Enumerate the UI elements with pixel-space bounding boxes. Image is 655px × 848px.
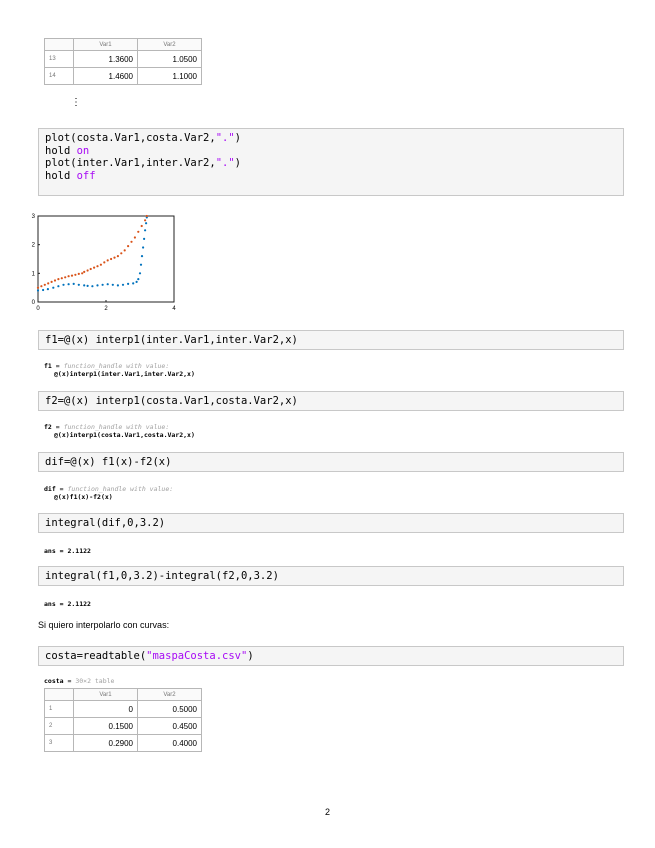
data-point (127, 283, 129, 285)
table-header-corner (45, 689, 74, 701)
cell-var1: 1.3600 (74, 51, 138, 68)
data-point (142, 246, 144, 248)
row-index: 3 (45, 735, 74, 752)
data-point (145, 222, 147, 224)
cell-var1: 1.4600 (74, 68, 138, 85)
data-point (136, 281, 138, 283)
plot-area (38, 216, 174, 302)
scatter-chart (28, 208, 183, 318)
table-header-var2: Var2 (138, 689, 202, 701)
data-point (137, 278, 139, 280)
prose-text: Si quiero interpolarlo con curvas: (38, 620, 170, 630)
cell-var2: 0.4500 (138, 718, 202, 735)
data-point (130, 241, 132, 243)
data-point (122, 284, 124, 286)
data-point (54, 279, 56, 281)
data-point (78, 284, 80, 286)
table-top (44, 38, 202, 85)
y-tick-label: 0 (31, 300, 35, 306)
row-index: 14 (45, 68, 74, 85)
output-ans-1: ans = 2.1122 (44, 547, 91, 555)
data-point (83, 284, 85, 286)
y-tick-label: 3 (31, 214, 35, 220)
data-point (51, 281, 53, 283)
row-index: 2 (45, 718, 74, 735)
data-point (44, 284, 46, 286)
data-point (124, 249, 126, 251)
data-point (83, 271, 85, 273)
data-point (110, 258, 112, 260)
table-row (45, 68, 202, 85)
table-header-var1: Var1 (74, 689, 138, 701)
y-tick-label: 1 (31, 271, 35, 278)
cell-var1: 0.2900 (74, 735, 138, 752)
data-point (144, 229, 146, 231)
data-point (37, 287, 39, 289)
data-point (139, 272, 141, 274)
data-point (113, 257, 115, 259)
data-point (143, 238, 145, 240)
table-header-row (45, 39, 202, 51)
code-cell-f1[interactable]: f1=@(x) interp1(inter.Var1,inter.Var2,x) (38, 330, 624, 350)
data-point (112, 284, 114, 286)
data-point (68, 275, 70, 277)
data-point (93, 267, 95, 269)
data-point (73, 283, 75, 285)
cell-var1: 0 (74, 701, 138, 718)
data-point (81, 272, 83, 274)
data-point (47, 288, 49, 290)
cell-var1: 0.1500 (74, 718, 138, 735)
data-point (78, 273, 80, 275)
cell-var2: 1.1000 (138, 68, 202, 85)
data-point (68, 283, 70, 285)
data-point (102, 284, 104, 286)
code-line: plot(costa.Var1,costa.Var2,".") (45, 132, 241, 144)
data-point (62, 284, 64, 286)
data-point (103, 261, 105, 263)
output-dif: dif = function_handle with value: @(x)f1(x)-f2(x) (44, 485, 174, 501)
table-header-row (45, 689, 202, 701)
page-number: 2 (324, 807, 330, 817)
data-point (40, 285, 42, 287)
y-tick-label: 2 (31, 242, 35, 249)
data-point (141, 225, 143, 227)
table-row (45, 701, 202, 718)
code-line: hold off (45, 169, 96, 182)
code-line: plot(inter.Var1,inter.Var2,".") (45, 157, 241, 169)
table-row (45, 718, 202, 735)
code-cell-integral-dif[interactable]: integral(dif,0,3.2) (38, 513, 624, 533)
data-point (57, 278, 59, 280)
data-point (96, 265, 98, 267)
data-point (37, 289, 39, 291)
output-ans-2: ans = 2.1122 (44, 600, 91, 608)
data-point (96, 284, 98, 286)
data-point (47, 282, 49, 284)
table-row (45, 735, 202, 752)
data-point (71, 275, 73, 277)
data-point (90, 268, 92, 270)
code-cell-integral-diff[interactable]: integral(f1,0,3.2)-integral(f2,0,3.2) (38, 566, 624, 586)
table-header-corner (45, 39, 74, 51)
table-header-var2: Var2 (138, 39, 202, 51)
data-point (61, 277, 63, 279)
data-point (107, 259, 109, 261)
x-tick-label: 2 (104, 306, 108, 312)
data-point (140, 264, 142, 266)
code-cell-readtable[interactable]: costa=readtable("maspaCosta.csv") (38, 646, 624, 666)
table-bottom (44, 688, 202, 752)
output-f2: f2 = function_handle with value: @(x)interp1(costa.Var1,costa.Var2,x) (44, 423, 195, 439)
output-costa: costa = 30×2 table (44, 677, 115, 685)
data-point (144, 219, 146, 221)
data-point (74, 274, 76, 276)
code-cell-dif[interactable]: dif=@(x) f1(x)-f2(x) (38, 452, 624, 472)
table-ellipsis: ⋮ (71, 97, 81, 108)
data-point (117, 255, 119, 257)
data-point (132, 282, 134, 284)
data-point (141, 255, 143, 257)
data-point (87, 285, 89, 287)
data-point (117, 284, 119, 286)
output-f1: f1 = function_handle with value: @(x)interp1(inter.Var1,inter.Var2,x) (44, 362, 195, 378)
data-point (87, 269, 89, 271)
cell-var2: 1.0500 (138, 51, 202, 68)
data-point (91, 285, 93, 287)
data-point (42, 289, 44, 291)
data-point (57, 285, 59, 287)
table-header-var1: Var1 (74, 39, 138, 51)
data-point (137, 231, 139, 233)
data-point (120, 252, 122, 254)
data-point (52, 287, 54, 289)
code-cell-plot[interactable] (38, 128, 624, 196)
x-tick-label: 0 (36, 306, 40, 312)
row-index: 13 (45, 51, 74, 68)
data-point (64, 276, 66, 278)
data-point (100, 264, 102, 266)
code-cell-f2[interactable]: f2=@(x) interp1(costa.Var1,costa.Var2,x) (38, 391, 624, 411)
data-point (146, 215, 148, 217)
cell-var2: 0.4000 (138, 735, 202, 752)
data-point (107, 283, 109, 285)
code-line: hold on (45, 144, 90, 157)
data-point (134, 236, 136, 238)
row-index: 1 (45, 701, 74, 718)
table-row (45, 51, 202, 68)
cell-var2: 0.5000 (138, 701, 202, 718)
data-point (127, 245, 129, 247)
x-tick-label: 4 (172, 306, 176, 312)
